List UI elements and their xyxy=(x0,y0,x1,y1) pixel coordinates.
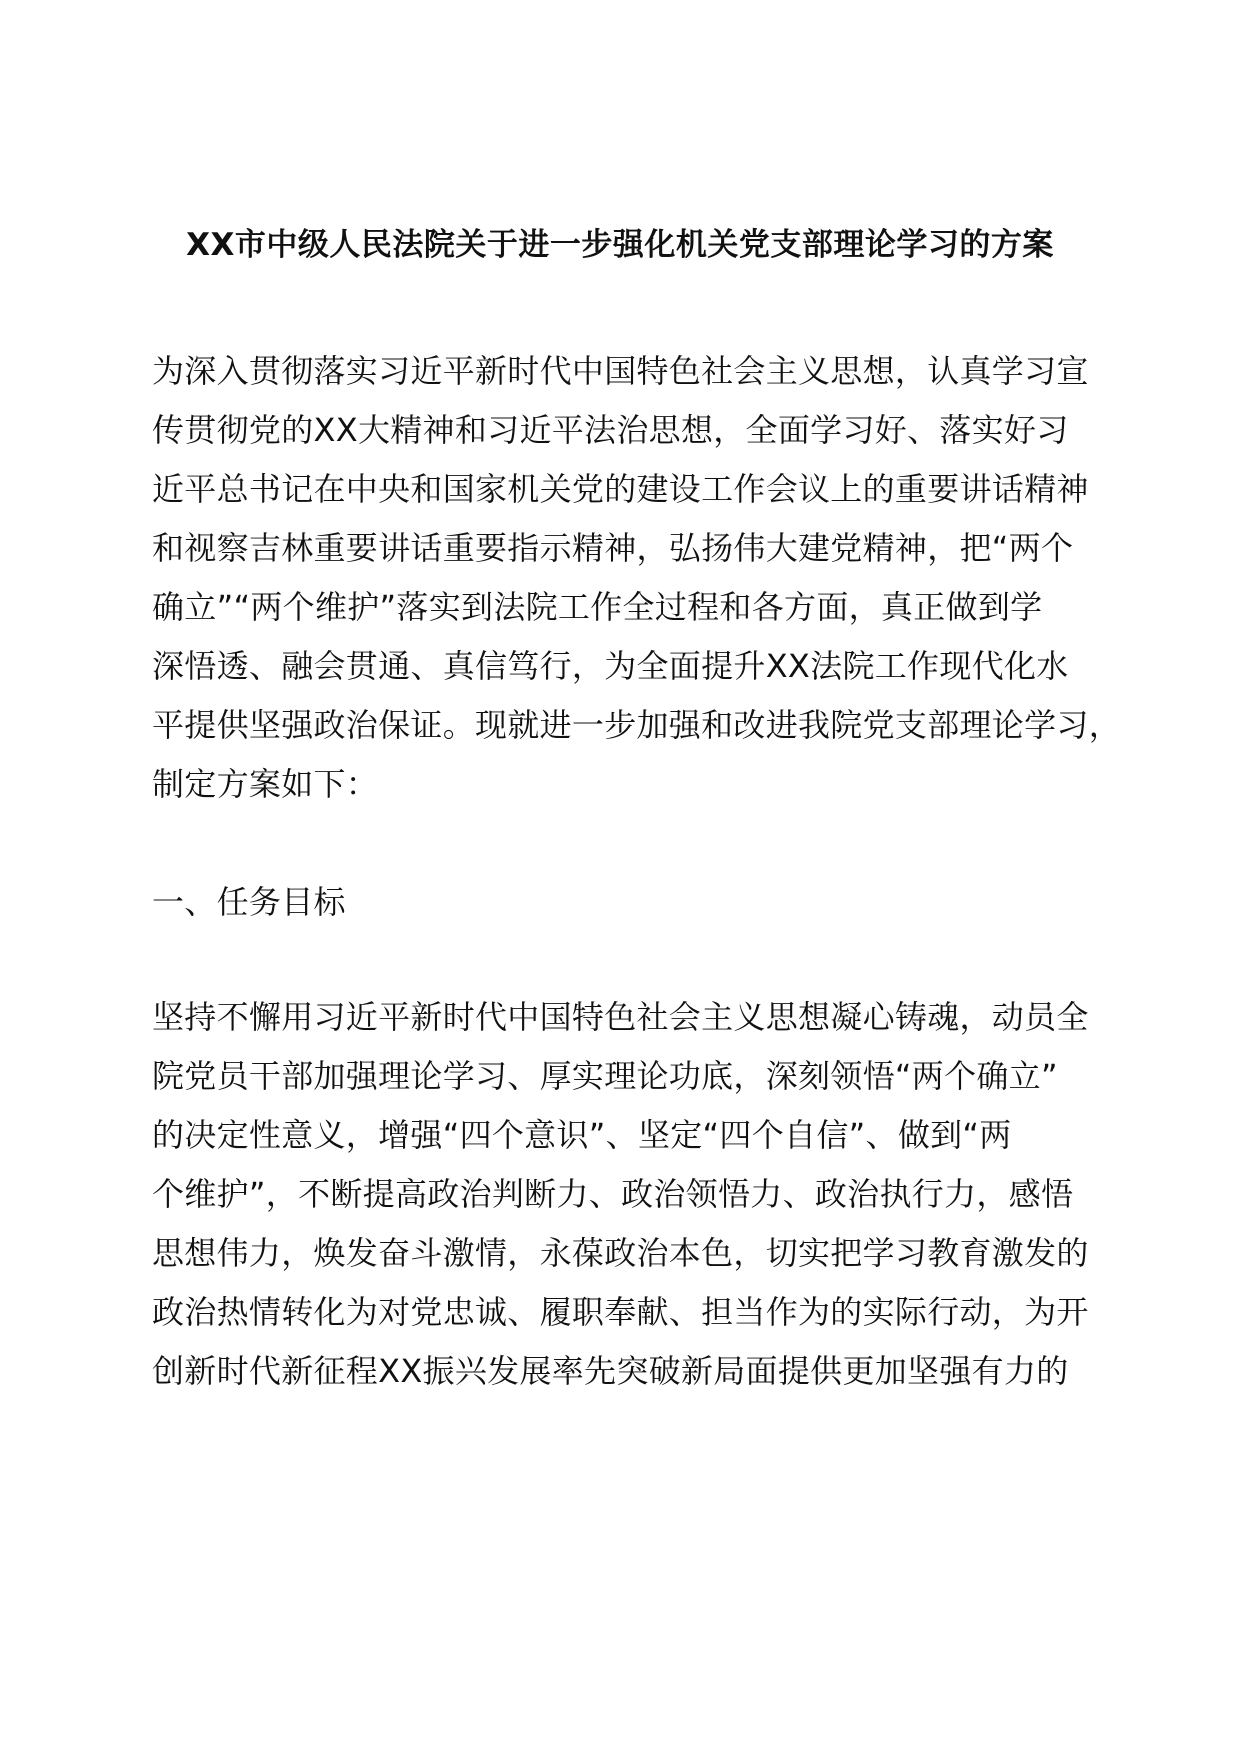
section1-line-3: 的决定性意义，增强“四个意识”、坚定“四个自信”、做到“两 xyxy=(152,1116,1012,1154)
intro-line-8: 制定方案如下： xyxy=(152,765,379,803)
document-title: XX市中级人民法院关于进一步强化机关党支部理论学习的方案 xyxy=(186,227,1054,263)
section1-line-5: 思想伟力，焕发奋斗激情，永葆政治本色，切实把学习教育激发的 xyxy=(152,1234,1089,1272)
intro-line-4: 和视察吉林重要讲话重要指示精神，弘扬伟大建党精神，把“两个 xyxy=(152,529,1074,567)
section1-line-7: 创新时代新征程XX振兴发展率先突破新局面提供更加坚强有力的 xyxy=(152,1352,1069,1390)
section1-line-6: 政治热情转化为对党忠诚、履职奉献、担当作为的实际行动，为开 xyxy=(152,1293,1089,1331)
section1-line-4: 个维护”，不断提高政治判断力、政治领悟力、政治执行力，感悟 xyxy=(152,1175,1074,1213)
intro-line-2: 传贯彻党的XX大精神和习近平法治思想，全面学习好、落实好习 xyxy=(152,411,1069,449)
intro-line-1: 为深入贯彻落实习近平新时代中国特色社会主义思想，认真学习宣 xyxy=(152,352,1089,390)
section1-line-1: 坚持不懈用习近平新时代中国特色社会主义思想凝心铸魂，动员全 xyxy=(152,998,1089,1036)
intro-line-7: 平提供坚强政治保证。现就进一步加强和改进我院党支部理论学习， xyxy=(152,706,1122,744)
section-heading: 一、任务目标 xyxy=(152,883,346,921)
intro-line-5: 确立”“两个维护”落实到法院工作全过程和各方面，真正做到学 xyxy=(152,588,1043,626)
intro-line-6: 深悟透、融会贯通、真信笃行，为全面提升XX法院工作现代化水 xyxy=(152,647,1069,685)
section1-line-2: 院党员干部加强理论学习、厚实理论功底，深刻领悟“两个确立” xyxy=(152,1057,1058,1095)
intro-line-3: 近平总书记在中央和国家机关党的建设工作会议上的重要讲话精神 xyxy=(152,470,1089,508)
